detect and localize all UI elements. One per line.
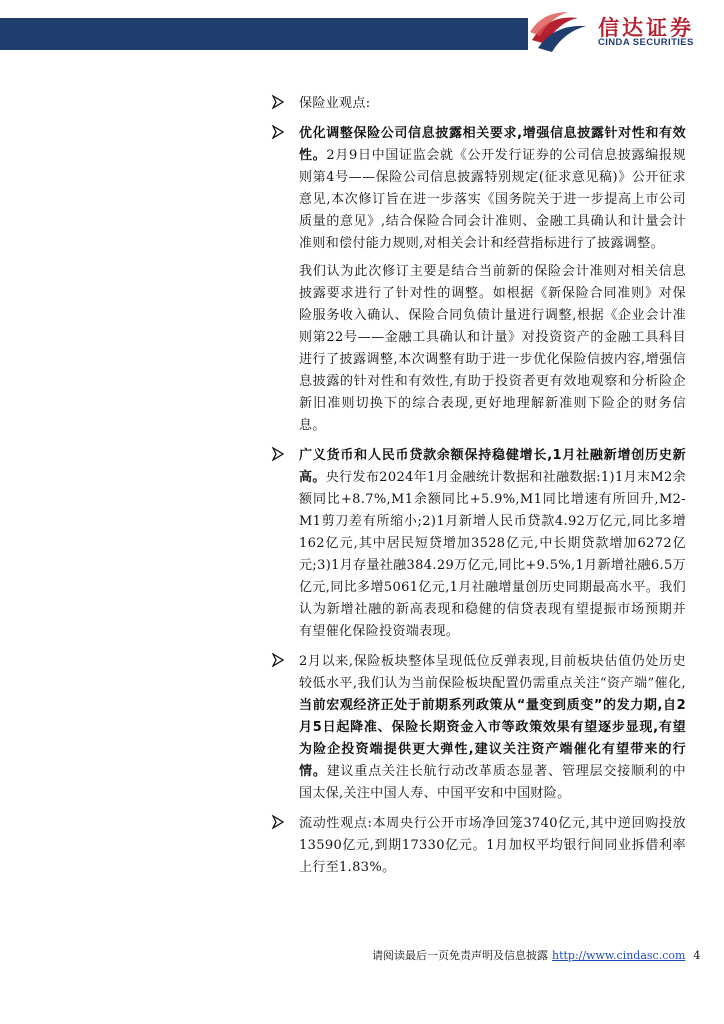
- cinda-swoosh-icon: [528, 10, 592, 56]
- report-body: [271, 93, 686, 887]
- paragraph-text: 建议重点关注长航行动改革质态显著、管理层交接顺利的中国太保,关注中国人寿、中国平安和中国财险。: [299, 764, 686, 801]
- paragraph-text: 央行发布2024年1月金融统计数据和社融数据:1)1月末M2余额同比+8.7%,M1余额同比+5.9%,M1同比增速有所回升,M2-M1剪刀差有所缩小;2)1月新增人民币贷款4.92万亿元,同比多增162亿元,其中居民短贷增加3528亿元,中长期贷款增加6272亿元;3)1月存量社融384.29万亿元,同比+9.5%,1月新增社融6.5万亿元,同比多增5061亿元,1月社融增量创历史同期最高水平。我们认为新增社融的新高表现和稳健的信贷表现有望提振市场预期并有望催化保险投资端表现。: [299, 470, 687, 639]
- arrow-bullet-icon: [271, 95, 285, 109]
- logo-chinese-name: 信达证券: [598, 16, 694, 40]
- cinda-logo: [528, 10, 718, 56]
- arrow-bullet-icon: [271, 447, 285, 461]
- paragraph-text: 2月以来,保险板块整体呈现低位反弹表现,目前板块估值仍处历史较低水平,我们认为当前保险板块配置仍需重点关注“资产端”催化,: [299, 654, 686, 691]
- bullet-item: [271, 93, 686, 115]
- paragraph: 流动性观点:本周央行公开市场净回笼3740亿元,其中逆回购投放13590亿元,到期17330亿元。1月加权平均银行间同业拆借利率上行至1.83%。: [299, 816, 686, 875]
- website-link[interactable]: http://www.cindasc.com: [552, 949, 686, 962]
- paragraph: 我们认为此次修订主要是结合当前新的保险会计准则对相关信息披露要求进行了针对性的调整。如根据《新保险合同准则》对保险服务收入确认、保险合同负债计量进行调整,根据《企业会计准则第22号——金融工具确认和计量》对投资资产的金融工具科目进行了披露调整,本次调整有助于进一步优化保险信披内容,增强信息披露的针对性和有效性,有助于投资者更有效地观察和分析险企新旧准则切换下的综合表现,更好地理解新准则下险企的财务信息。: [299, 264, 686, 433]
- bullet-item: [271, 651, 686, 805]
- arrow-bullet-icon: [271, 125, 285, 139]
- page-number: 4: [693, 949, 701, 962]
- bold-lead: 优化调整保险公司信息披露相关要求,增强信息披露针对性和有效性。: [299, 126, 686, 163]
- paragraph-text: 2月9日中国证监会就《公开发行证券的公司信息披露编报规则第4号——保险公司信息披露特别规定(征求意见稿)》公开征求意见,本次修订旨在进一步落实《国务院关于进一步提高上市公司质量的意见》,结合保险合同会计准则、金融工具确认和计量会计准则和偿付能力规则,对相关会计和经营指标进行了披露调整。: [299, 148, 686, 251]
- paragraph: [299, 651, 686, 805]
- bullet-item: [271, 123, 686, 437]
- disclaimer-note: 请阅读最后一页免责声明及信息披露: [372, 949, 548, 962]
- bullet-item: [271, 813, 686, 879]
- page-footer: [372, 947, 700, 963]
- arrow-bullet-icon: [271, 815, 285, 829]
- bold-highlight: 当前宏观经济正处于前期系列政策从“量变到质变”的发力期,自2月5日起降准、保险长期资金入市等政策效果有望逐步显现,有望为险企投资端提供更大弹性,建议关注资产端催化有望带来的行情。: [299, 698, 686, 779]
- paragraph: [299, 123, 686, 255]
- bullet-item: [271, 445, 686, 643]
- header-bar: [0, 18, 528, 50]
- section-heading: 保险业观点:: [299, 96, 371, 111]
- paragraph: [299, 445, 686, 643]
- logo-english-name: CINDA SECURITIES: [598, 37, 694, 48]
- arrow-bullet-icon: [271, 653, 285, 667]
- bold-lead: 广义货币和人民币贷款余额保持稳健增长,1月社融新增创历史新高。: [299, 448, 686, 485]
